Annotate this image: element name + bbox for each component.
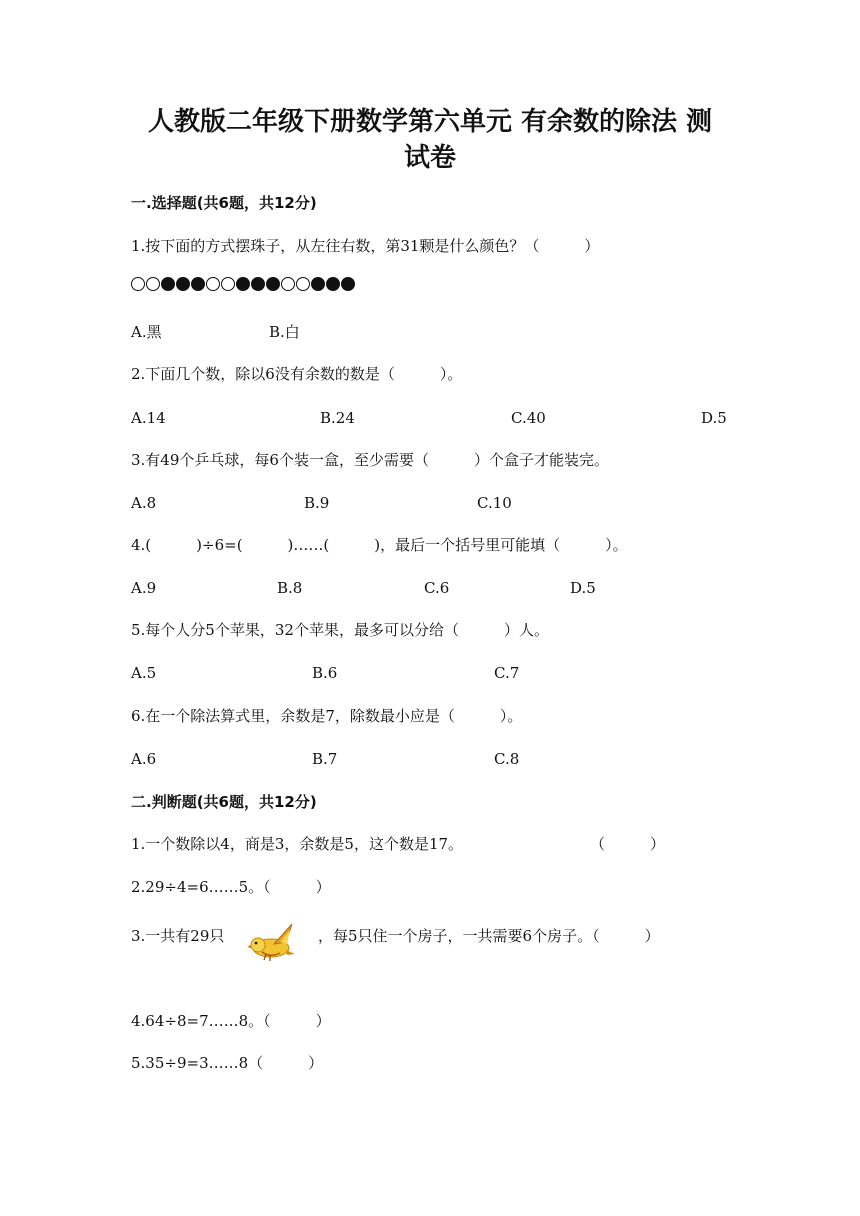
white-bead (206, 277, 220, 291)
section-heading-choice: 一.选择题(共6题，共12分) (131, 194, 317, 212)
question-1: 1.按下面的方式摆珠子，从左往右数，第31颗是什么颜色？（ ） (131, 237, 600, 255)
q6-option-a: A.6 (131, 750, 157, 768)
white-bead (281, 277, 295, 291)
q2-option-d: D.5 (701, 409, 727, 427)
black-bead (236, 277, 250, 291)
q3-option-a: A.8 (131, 494, 157, 512)
q5-option-c: C.7 (494, 664, 520, 682)
q4-option-c: C.6 (424, 579, 450, 597)
black-bead (176, 277, 190, 291)
q1-option-a: A.黑 (131, 323, 162, 341)
q2-option-c: C.40 (511, 409, 546, 427)
q4-option-d: D.5 (570, 579, 596, 597)
black-bead (191, 277, 205, 291)
exam-title-line1: 人教版二年级下册数学第六单元 有余数的除法 测 (147, 107, 713, 137)
judge-4: 4.64÷8=7……8。（ ） (131, 1012, 331, 1030)
question-6: 6.在一个除法算式里，余数是7，除数最小应是（ ）。 (131, 707, 523, 725)
black-bead (251, 277, 265, 291)
q6-option-b: B.7 (312, 750, 338, 768)
q5-option-b: B.6 (312, 664, 338, 682)
q4-option-b: B.8 (277, 579, 303, 597)
q6-option-c: C.8 (494, 750, 520, 768)
bead-sequence (131, 277, 355, 291)
black-bead (161, 277, 175, 291)
black-bead (311, 277, 325, 291)
bird-icon (246, 920, 296, 962)
black-bead (266, 277, 280, 291)
question-3: 3.有49个乒乓球，每6个装一盒，至少需要（ ）个盒子才能装完。 (131, 451, 609, 469)
section-heading-judge: 二.判断题(共6题，共12分) (131, 793, 317, 811)
question-4: 4.( )÷6=( )……( )，最后一个括号里可能填（ ）。 (131, 536, 628, 554)
q2-option-a: A.14 (131, 409, 166, 427)
judge-3-after: ，每5只住一个房子，一共需要6个房子。（ ） (318, 927, 660, 945)
judge-5: 5.35÷9=3……8（ ） (131, 1054, 324, 1072)
q4-option-a: A.9 (131, 579, 157, 597)
q2-option-b: B.24 (320, 409, 355, 427)
white-bead (221, 277, 235, 291)
q3-option-b: B.9 (304, 494, 330, 512)
exam-title-line2: 试卷 (403, 143, 456, 173)
black-bead (341, 277, 355, 291)
q3-option-c: C.10 (477, 494, 512, 512)
judge-1-bracket: （ ） (590, 835, 666, 853)
q1-option-b: B.白 (269, 323, 300, 341)
q5-option-a: A.5 (131, 664, 157, 682)
question-2: 2.下面几个数，除以6没有余数的数是（ ）。 (131, 365, 463, 383)
question-5: 5.每个人分5个苹果，32个苹果，最多可以分给（ ）人。 (131, 621, 549, 639)
white-bead (296, 277, 310, 291)
judge-3-before: 3.一共有29只 (131, 927, 225, 945)
judge-2: 2.29÷4=6……5。（ ） (131, 878, 331, 896)
white-bead (146, 277, 160, 291)
white-bead (131, 277, 145, 291)
black-bead (326, 277, 340, 291)
judge-1: 1.一个数除以4，商是3，余数是5，这个数是17。 (131, 835, 464, 853)
